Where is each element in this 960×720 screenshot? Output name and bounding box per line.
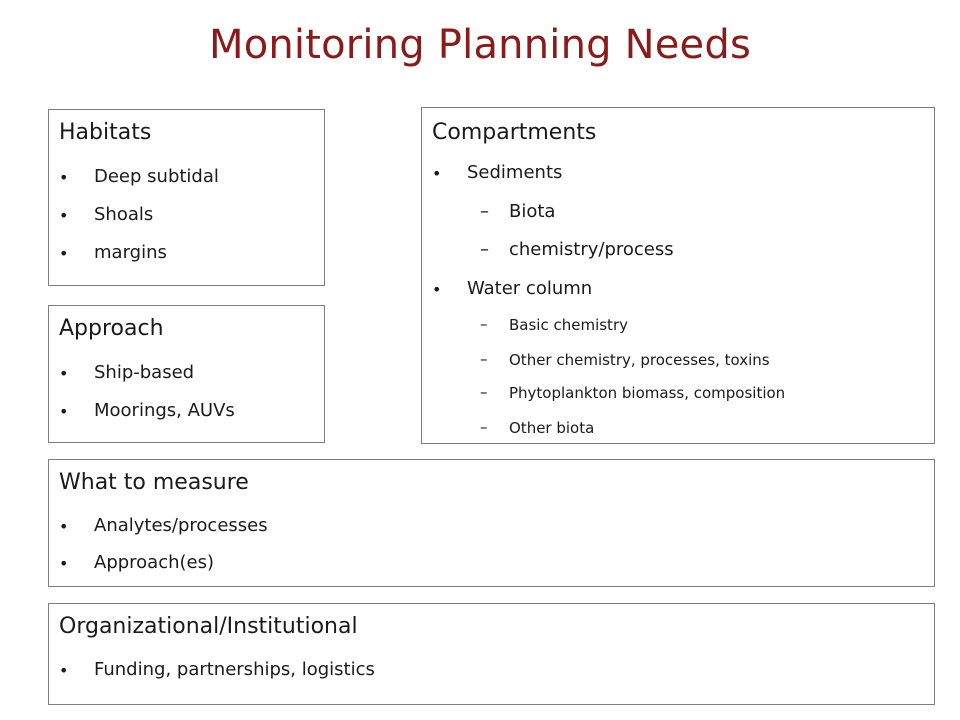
compartments-box — [421, 107, 935, 444]
bullet-icon: • — [59, 364, 69, 383]
habitat-item-deep-subtidal: Deep subtidal — [94, 166, 219, 187]
sediments-sub-chemistry: chemistry/process — [509, 239, 674, 260]
organizational-heading: Organizational/Institutional — [59, 614, 358, 639]
what-to-measure-box — [48, 459, 935, 587]
bullet-icon: • — [432, 164, 442, 183]
dash-icon: – — [480, 239, 489, 260]
bullet-icon: • — [59, 554, 69, 573]
dash-icon: – — [480, 418, 488, 436]
bullet-icon: • — [59, 517, 69, 536]
bullet-icon: • — [59, 244, 69, 263]
slide-title: Monitoring Planning Needs — [208, 22, 751, 68]
dash-icon: – — [480, 315, 488, 333]
org-item-funding: Funding, partnerships, logistics — [94, 659, 375, 680]
habitat-item-margins: margins — [94, 242, 167, 263]
bullet-icon: • — [59, 402, 69, 421]
approach-item-moorings: Moorings, AUVs — [94, 400, 235, 421]
measure-item-analytes: Analytes/processes — [94, 515, 268, 536]
habitat-item-shoals: Shoals — [94, 204, 154, 225]
bullet-icon: • — [59, 661, 69, 680]
approach-heading: Approach — [59, 316, 164, 341]
habitats-box — [48, 109, 325, 286]
bullet-icon: • — [59, 206, 69, 225]
sediments-sub-biota: Biota — [509, 201, 556, 222]
water-sub-other-chemistry: Other chemistry, processes, toxins — [509, 351, 770, 369]
what-to-measure-heading: What to measure — [59, 470, 249, 495]
dash-icon: – — [480, 383, 488, 401]
organizational-box — [48, 603, 935, 705]
dash-icon: – — [480, 350, 488, 368]
approach-item-ship-based: Ship-based — [94, 362, 195, 383]
dash-icon: – — [480, 201, 489, 222]
habitats-heading: Habitats — [59, 120, 152, 145]
measure-item-approaches: Approach(es) — [94, 552, 215, 573]
water-sub-other-biota: Other biota — [509, 419, 595, 437]
compartment-water-column: Water column — [467, 278, 593, 299]
approach-box — [48, 305, 325, 443]
bullet-icon: • — [59, 168, 69, 187]
compartments-heading: Compartments — [432, 120, 597, 145]
water-sub-phytoplankton: Phytoplankton biomass, composition — [509, 384, 786, 402]
bullet-icon: • — [432, 280, 442, 299]
water-sub-basic-chemistry: Basic chemistry — [509, 316, 628, 334]
compartment-sediments: Sediments — [467, 162, 563, 183]
